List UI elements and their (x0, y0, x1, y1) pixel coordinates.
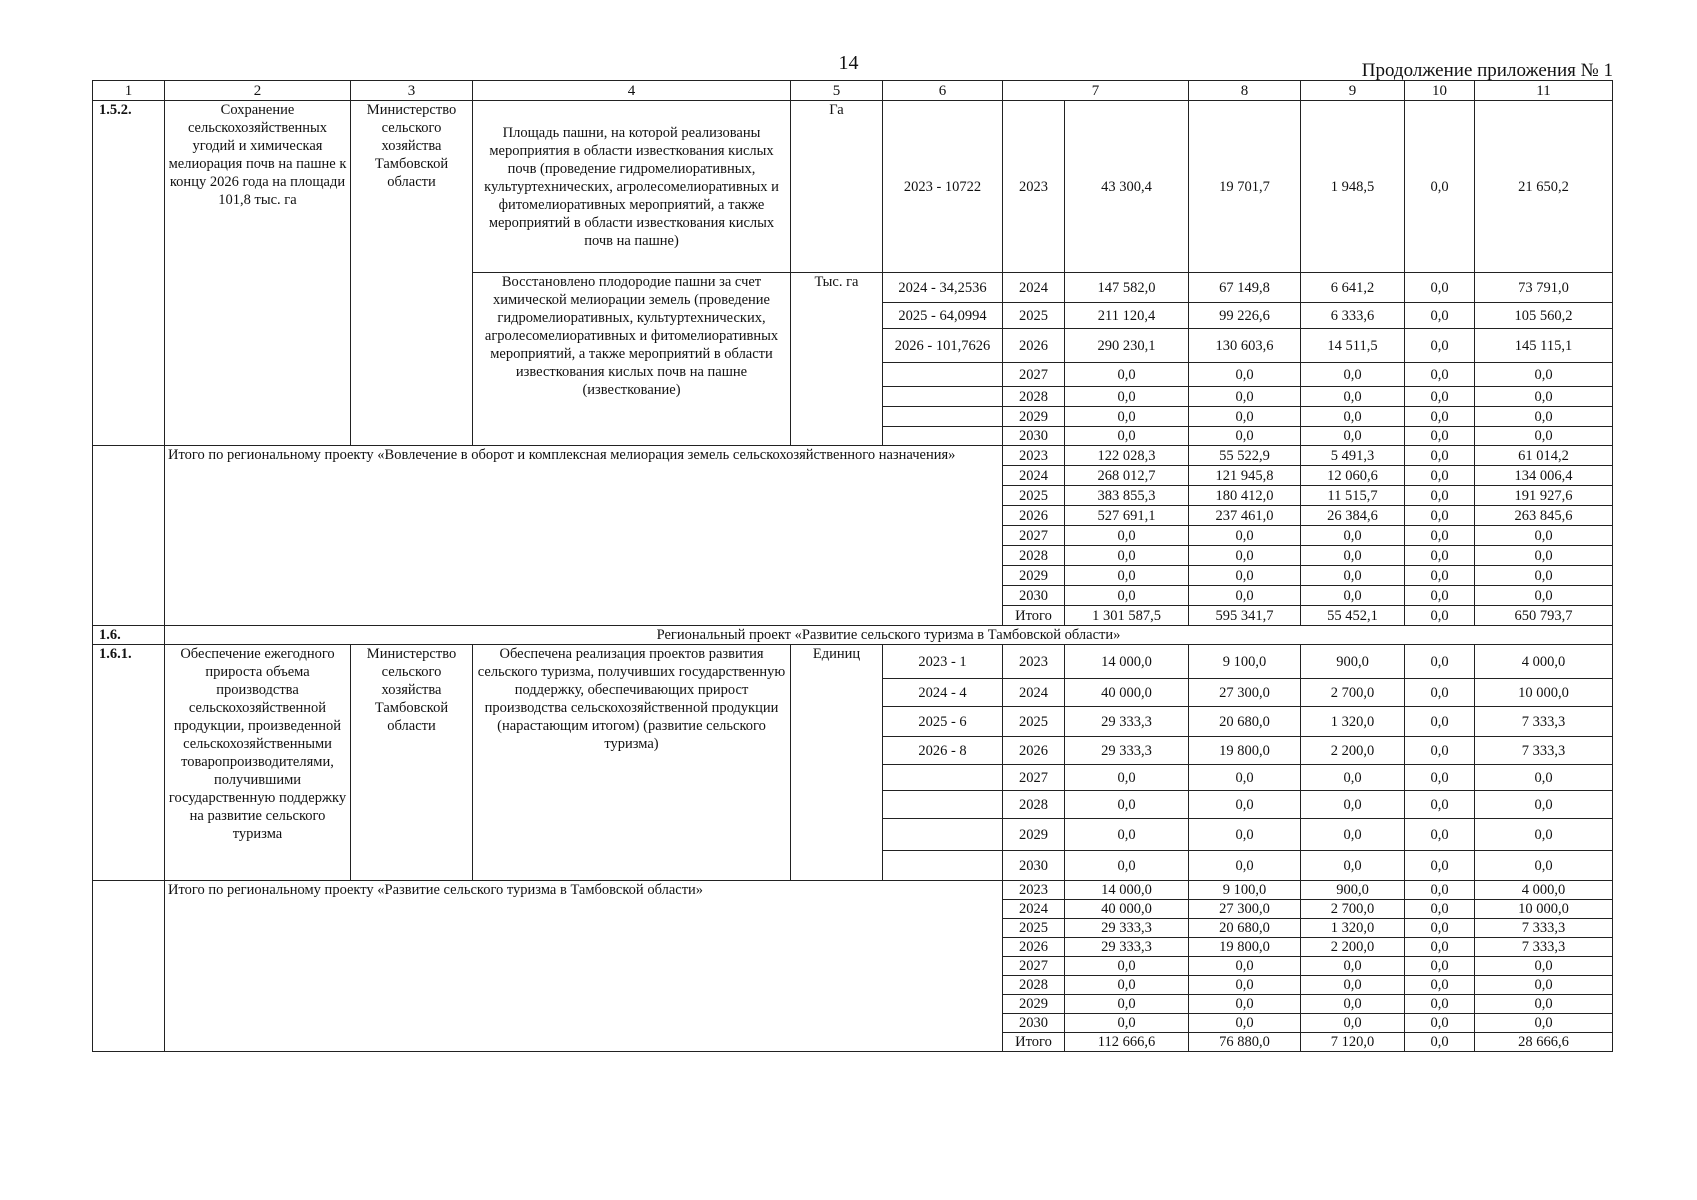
target-cell (883, 363, 1003, 387)
value-cell-c10: 0,0 (1405, 466, 1475, 486)
value-cell-c11: 145 115,1 (1475, 329, 1613, 363)
value-cell-c9: 2 200,0 (1301, 737, 1405, 765)
value-cell-c7: 383 855,3 (1065, 486, 1189, 506)
value-cell-c8: 0,0 (1189, 387, 1301, 407)
value-cell-c8: 180 412,0 (1189, 486, 1301, 506)
section-code: 1.6. (93, 626, 165, 645)
value-cell-c9: 0,0 (1301, 957, 1405, 976)
value-cell-c11: 61 014,2 (1475, 446, 1613, 466)
value-cell-c7: 14 000,0 (1065, 645, 1189, 679)
target-cell (883, 387, 1003, 407)
value-cell-c8: 55 522,9 (1189, 446, 1301, 466)
year-cell: 2028 (1003, 546, 1065, 566)
value-cell-c8: 19 800,0 (1189, 737, 1301, 765)
year-cell: 2029 (1003, 819, 1065, 851)
column-header-9: 9 (1301, 81, 1405, 101)
value-cell-c8: 76 880,0 (1189, 1033, 1301, 1052)
value-cell-c7: 0,0 (1065, 387, 1189, 407)
value-cell-c7: 112 666,6 (1065, 1033, 1189, 1052)
value-cell-c9: 1 948,5 (1301, 101, 1405, 273)
value-cell-c7: 268 012,7 (1065, 466, 1189, 486)
target-cell: 2024 - 4 (883, 679, 1003, 707)
year-cell: 2026 (1003, 737, 1065, 765)
page-number: 14 (838, 52, 859, 74)
value-cell-c8: 27 300,0 (1189, 679, 1301, 707)
activity-name: Сохранение сельскохозяйственных угодий и химическая мелиорация почв на пашне к концу 2026 года на площади 101,8 тыс. га (165, 101, 351, 446)
value-cell-c7: 29 333,3 (1065, 737, 1189, 765)
year-cell: 2027 (1003, 765, 1065, 791)
row-code: 1.6.1. (93, 645, 165, 881)
unit-cell: Га (791, 101, 883, 273)
value-cell-c7: 0,0 (1065, 407, 1189, 427)
section-title: Региональный проект «Развитие сельского туризма в Тамбовской области» (165, 626, 1613, 645)
value-cell-c9: 0,0 (1301, 427, 1405, 446)
year-cell: 2024 (1003, 273, 1065, 303)
responsible-ministry: Министерство сельского хозяйства Тамбовской области (351, 101, 473, 446)
value-cell-c8: 0,0 (1189, 851, 1301, 881)
value-cell-c11: 0,0 (1475, 427, 1613, 446)
year-cell: 2025 (1003, 707, 1065, 737)
value-cell-c10: 0,0 (1405, 976, 1475, 995)
table-row (93, 881, 1613, 900)
value-cell-c10: 0,0 (1405, 101, 1475, 273)
value-cell-c9: 0,0 (1301, 363, 1405, 387)
value-cell-c8: 0,0 (1189, 791, 1301, 819)
value-cell-c10: 0,0 (1405, 791, 1475, 819)
year-cell: 2029 (1003, 995, 1065, 1014)
value-cell-c10: 0,0 (1405, 881, 1475, 900)
value-cell-c8: 0,0 (1189, 427, 1301, 446)
header-row (93, 81, 1613, 101)
value-cell-c9: 1 320,0 (1301, 707, 1405, 737)
value-cell-c11: 0,0 (1475, 387, 1613, 407)
value-cell-c8: 130 603,6 (1189, 329, 1301, 363)
value-cell-c11: 0,0 (1475, 566, 1613, 586)
year-cell: 2024 (1003, 466, 1065, 486)
value-cell-c7: 0,0 (1065, 995, 1189, 1014)
budget-table (92, 80, 1613, 1052)
value-cell-c11: 10 000,0 (1475, 679, 1613, 707)
value-cell-c11: 0,0 (1475, 957, 1613, 976)
value-cell-c10: 0,0 (1405, 363, 1475, 387)
value-cell-c10: 0,0 (1405, 526, 1475, 546)
value-cell-c7: 211 120,4 (1065, 303, 1189, 329)
value-cell-c9: 0,0 (1301, 995, 1405, 1014)
value-cell-c9: 0,0 (1301, 387, 1405, 407)
total-label: Итого по региональному проекту «Вовлечение в оборот и комплексная мелиорация земель сельскохозяйственного назначения» (165, 446, 1003, 626)
column-header-3: 3 (351, 81, 473, 101)
value-cell-c11: 0,0 (1475, 526, 1613, 546)
value-cell-c8: 0,0 (1189, 957, 1301, 976)
value-cell-c10: 0,0 (1405, 606, 1475, 626)
value-cell-c10: 0,0 (1405, 586, 1475, 606)
activity-name: Обеспечение ежегодного прироста объема производства сельскохозяйственной продукции, произведенной сельскохозяйственными товаропроизводителями, получившими государственную поддержку на развитие сельского туризма (165, 645, 351, 881)
target-cell (883, 851, 1003, 881)
year-cell: 2029 (1003, 407, 1065, 427)
target-cell: 2024 - 34,2536 (883, 273, 1003, 303)
responsible-ministry: Министерство сельского хозяйства Тамбовской области (351, 645, 473, 881)
value-cell-c8: 0,0 (1189, 586, 1301, 606)
value-cell-c11: 0,0 (1475, 765, 1613, 791)
value-cell-c11: 73 791,0 (1475, 273, 1613, 303)
value-cell-c10: 0,0 (1405, 546, 1475, 566)
value-cell-c7: 29 333,3 (1065, 938, 1189, 957)
value-cell-c8: 0,0 (1189, 819, 1301, 851)
year-cell: 2027 (1003, 957, 1065, 976)
target-cell (883, 407, 1003, 427)
value-cell-c10: 0,0 (1405, 819, 1475, 851)
value-cell-c11: 4 000,0 (1475, 881, 1613, 900)
target-cell: 2023 - 10722 (883, 101, 1003, 273)
target-cell: 2025 - 6 (883, 707, 1003, 737)
year-cell: 2026 (1003, 506, 1065, 526)
year-cell: 2028 (1003, 976, 1065, 995)
value-cell-c11: 7 333,3 (1475, 919, 1613, 938)
value-cell-c7: 29 333,3 (1065, 707, 1189, 737)
value-cell-c9: 0,0 (1301, 407, 1405, 427)
value-cell-c11: 0,0 (1475, 407, 1613, 427)
value-cell-c7: 29 333,3 (1065, 919, 1189, 938)
year-cell: 2024 (1003, 679, 1065, 707)
year-cell: 2030 (1003, 851, 1065, 881)
value-cell-c7: 0,0 (1065, 957, 1189, 976)
value-cell-c7: 527 691,1 (1065, 506, 1189, 526)
value-cell-c7: 122 028,3 (1065, 446, 1189, 466)
value-cell-c10: 0,0 (1405, 851, 1475, 881)
value-cell-c11: 105 560,2 (1475, 303, 1613, 329)
value-cell-c7: 0,0 (1065, 427, 1189, 446)
value-cell-c9: 900,0 (1301, 881, 1405, 900)
value-cell-c11: 650 793,7 (1475, 606, 1613, 626)
target-cell (883, 765, 1003, 791)
value-cell-c10: 0,0 (1405, 737, 1475, 765)
value-cell-c10: 0,0 (1405, 679, 1475, 707)
year-cell: 2028 (1003, 791, 1065, 819)
value-cell-c7: 0,0 (1065, 765, 1189, 791)
value-cell-c9: 2 700,0 (1301, 679, 1405, 707)
value-cell-c9: 5 491,3 (1301, 446, 1405, 466)
value-cell-c7: 40 000,0 (1065, 679, 1189, 707)
year-cell: 2028 (1003, 387, 1065, 407)
year-cell: 2030 (1003, 586, 1065, 606)
value-cell-c9: 0,0 (1301, 546, 1405, 566)
year-cell: 2023 (1003, 446, 1065, 466)
year-cell: 2024 (1003, 900, 1065, 919)
target-cell (883, 791, 1003, 819)
value-cell-c7: 0,0 (1065, 791, 1189, 819)
value-cell-c10: 0,0 (1405, 1033, 1475, 1052)
value-cell-c9: 0,0 (1301, 586, 1405, 606)
value-cell-c8: 27 300,0 (1189, 900, 1301, 919)
continuation-note: Продолжение приложения № 1 (1361, 60, 1613, 81)
year-cell: 2023 (1003, 881, 1065, 900)
value-cell-c8: 19 800,0 (1189, 938, 1301, 957)
value-cell-c11: 0,0 (1475, 363, 1613, 387)
year-cell: 2025 (1003, 303, 1065, 329)
value-cell-c10: 0,0 (1405, 446, 1475, 466)
value-cell-c9: 6 333,6 (1301, 303, 1405, 329)
value-cell-c8: 0,0 (1189, 546, 1301, 566)
value-cell-c11: 191 927,6 (1475, 486, 1613, 506)
value-cell-c9: 0,0 (1301, 851, 1405, 881)
value-cell-c8: 0,0 (1189, 363, 1301, 387)
table-row (93, 101, 1613, 273)
column-header-8: 8 (1189, 81, 1301, 101)
value-cell-c8: 19 701,7 (1189, 101, 1301, 273)
value-cell-c11: 0,0 (1475, 995, 1613, 1014)
value-cell-c11: 21 650,2 (1475, 101, 1613, 273)
value-cell-c7: 40 000,0 (1065, 900, 1189, 919)
value-cell-c8: 9 100,0 (1189, 645, 1301, 679)
target-cell (883, 819, 1003, 851)
target-cell: 2026 - 101,7626 (883, 329, 1003, 363)
value-cell-c8: 0,0 (1189, 1014, 1301, 1033)
value-cell-c7: 0,0 (1065, 1014, 1189, 1033)
value-cell-c11: 7 333,3 (1475, 707, 1613, 737)
value-cell-c9: 2 700,0 (1301, 900, 1405, 919)
unit-cell: Тыс. га (791, 273, 883, 446)
row-code: 1.5.2. (93, 101, 165, 446)
column-header-1: 1 (93, 81, 165, 101)
value-cell-c11: 134 006,4 (1475, 466, 1613, 486)
value-cell-c11: 0,0 (1475, 546, 1613, 566)
indicator-text: Обеспечена реализация проектов развития сельского туризма, получивших государственную поддержку, обеспечивающих прирост производства сельскохозяйственной продукции (нарастающим итогом) (развитие сельского туризма) (473, 645, 791, 881)
value-cell-c7: 0,0 (1065, 851, 1189, 881)
year-cell: 2027 (1003, 526, 1065, 546)
value-cell-c8: 20 680,0 (1189, 707, 1301, 737)
value-cell-c9: 0,0 (1301, 1014, 1405, 1033)
value-cell-c10: 0,0 (1405, 303, 1475, 329)
value-cell-c10: 0,0 (1405, 329, 1475, 363)
year-cell: 2025 (1003, 486, 1065, 506)
value-cell-c10: 0,0 (1405, 486, 1475, 506)
value-cell-c10: 0,0 (1405, 957, 1475, 976)
value-cell-c10: 0,0 (1405, 407, 1475, 427)
value-cell-c7: 0,0 (1065, 566, 1189, 586)
value-cell-c11: 0,0 (1475, 791, 1613, 819)
target-cell: 2025 - 64,0994 (883, 303, 1003, 329)
year-cell: 2025 (1003, 919, 1065, 938)
value-cell-c10: 0,0 (1405, 566, 1475, 586)
column-header-10: 10 (1405, 81, 1475, 101)
value-cell-c9: 1 320,0 (1301, 919, 1405, 938)
value-cell-c11: 7 333,3 (1475, 737, 1613, 765)
empty-code-cell (93, 881, 165, 1052)
value-cell-c11: 0,0 (1475, 819, 1613, 851)
value-cell-c9: 0,0 (1301, 819, 1405, 851)
value-cell-c8: 0,0 (1189, 976, 1301, 995)
total-label: Итого по региональному проекту «Развитие сельского туризма в Тамбовской области» (165, 881, 1003, 1052)
value-cell-c11: 7 333,3 (1475, 938, 1613, 957)
value-cell-c10: 0,0 (1405, 1014, 1475, 1033)
value-cell-c11: 28 666,6 (1475, 1033, 1613, 1052)
year-cell: 2030 (1003, 1014, 1065, 1033)
target-cell: 2023 - 1 (883, 645, 1003, 679)
column-header-6: 6 (883, 81, 1003, 101)
value-cell-c10: 0,0 (1405, 938, 1475, 957)
value-cell-c9: 14 511,5 (1301, 329, 1405, 363)
value-cell-c11: 0,0 (1475, 586, 1613, 606)
value-cell-c7: 0,0 (1065, 586, 1189, 606)
target-cell: 2026 - 8 (883, 737, 1003, 765)
value-cell-c10: 0,0 (1405, 919, 1475, 938)
year-cell: 2030 (1003, 427, 1065, 446)
value-cell-c8: 0,0 (1189, 407, 1301, 427)
column-header-7: 7 (1003, 81, 1189, 101)
value-cell-c10: 0,0 (1405, 645, 1475, 679)
table-row (93, 446, 1613, 466)
value-cell-c7: 0,0 (1065, 526, 1189, 546)
value-cell-c9: 0,0 (1301, 526, 1405, 546)
section-row (93, 626, 1613, 645)
value-cell-c7: 0,0 (1065, 819, 1189, 851)
value-cell-c10: 0,0 (1405, 765, 1475, 791)
value-cell-c10: 0,0 (1405, 900, 1475, 919)
value-cell-c9: 2 200,0 (1301, 938, 1405, 957)
year-cell: Итого (1003, 1033, 1065, 1052)
value-cell-c7: 1 301 587,5 (1065, 606, 1189, 626)
value-cell-c8: 121 945,8 (1189, 466, 1301, 486)
value-cell-c8: 0,0 (1189, 526, 1301, 546)
unit-cell: Единиц (791, 645, 883, 881)
value-cell-c9: 0,0 (1301, 566, 1405, 586)
value-cell-c9: 0,0 (1301, 791, 1405, 819)
value-cell-c11: 0,0 (1475, 851, 1613, 881)
year-cell: 2027 (1003, 363, 1065, 387)
value-cell-c11: 0,0 (1475, 976, 1613, 995)
value-cell-c8: 67 149,8 (1189, 273, 1301, 303)
column-header-4: 4 (473, 81, 791, 101)
value-cell-c10: 0,0 (1405, 707, 1475, 737)
column-header-2: 2 (165, 81, 351, 101)
value-cell-c9: 0,0 (1301, 765, 1405, 791)
year-cell: Итого (1003, 606, 1065, 626)
value-cell-c9: 11 515,7 (1301, 486, 1405, 506)
value-cell-c10: 0,0 (1405, 506, 1475, 526)
empty-code-cell (93, 446, 165, 626)
value-cell-c7: 0,0 (1065, 976, 1189, 995)
value-cell-c7: 0,0 (1065, 363, 1189, 387)
value-cell-c9: 900,0 (1301, 645, 1405, 679)
year-cell: 2023 (1003, 645, 1065, 679)
value-cell-c8: 0,0 (1189, 566, 1301, 586)
value-cell-c11: 10 000,0 (1475, 900, 1613, 919)
target-cell (883, 427, 1003, 446)
value-cell-c8: 595 341,7 (1189, 606, 1301, 626)
value-cell-c9: 6 641,2 (1301, 273, 1405, 303)
value-cell-c9: 7 120,0 (1301, 1033, 1405, 1052)
value-cell-c8: 20 680,0 (1189, 919, 1301, 938)
year-cell: 2023 (1003, 101, 1065, 273)
value-cell-c8: 99 226,6 (1189, 303, 1301, 329)
value-cell-c7: 0,0 (1065, 546, 1189, 566)
value-cell-c10: 0,0 (1405, 273, 1475, 303)
value-cell-c10: 0,0 (1405, 995, 1475, 1014)
value-cell-c11: 0,0 (1475, 1014, 1613, 1033)
value-cell-c10: 0,0 (1405, 427, 1475, 446)
value-cell-c11: 4 000,0 (1475, 645, 1613, 679)
value-cell-c7: 14 000,0 (1065, 881, 1189, 900)
value-cell-c9: 26 384,6 (1301, 506, 1405, 526)
value-cell-c7: 147 582,0 (1065, 273, 1189, 303)
indicator-text: Площадь пашни, на которой реализованы мероприятия в области известкования кислых почв (проведение гидромелиоративных, культуртехнических, агролесомелиоративных и фитомелиоративных мероприятий, а также мероприятий в области известкования кислых почв на пашне) (473, 101, 791, 273)
year-cell: 2029 (1003, 566, 1065, 586)
value-cell-c9: 0,0 (1301, 976, 1405, 995)
column-header-5: 5 (791, 81, 883, 101)
table-row (93, 645, 1613, 679)
column-header-11: 11 (1475, 81, 1613, 101)
value-cell-c10: 0,0 (1405, 387, 1475, 407)
value-cell-c8: 0,0 (1189, 765, 1301, 791)
value-cell-c8: 237 461,0 (1189, 506, 1301, 526)
value-cell-c11: 263 845,6 (1475, 506, 1613, 526)
value-cell-c7: 43 300,4 (1065, 101, 1189, 273)
value-cell-c8: 9 100,0 (1189, 881, 1301, 900)
year-cell: 2026 (1003, 938, 1065, 957)
value-cell-c9: 12 060,6 (1301, 466, 1405, 486)
value-cell-c9: 55 452,1 (1301, 606, 1405, 626)
indicator-text: Восстановлено плодородие пашни за счет химической мелиорации земель (проведение гидромелиоративных, культуртехнических, агролесомелиоративных и фитомелиоративных мероприятий, а также мероприятий в области известкования кислых почв на пашне (известкование) (473, 273, 791, 446)
year-cell: 2026 (1003, 329, 1065, 363)
value-cell-c8: 0,0 (1189, 995, 1301, 1014)
value-cell-c7: 290 230,1 (1065, 329, 1189, 363)
